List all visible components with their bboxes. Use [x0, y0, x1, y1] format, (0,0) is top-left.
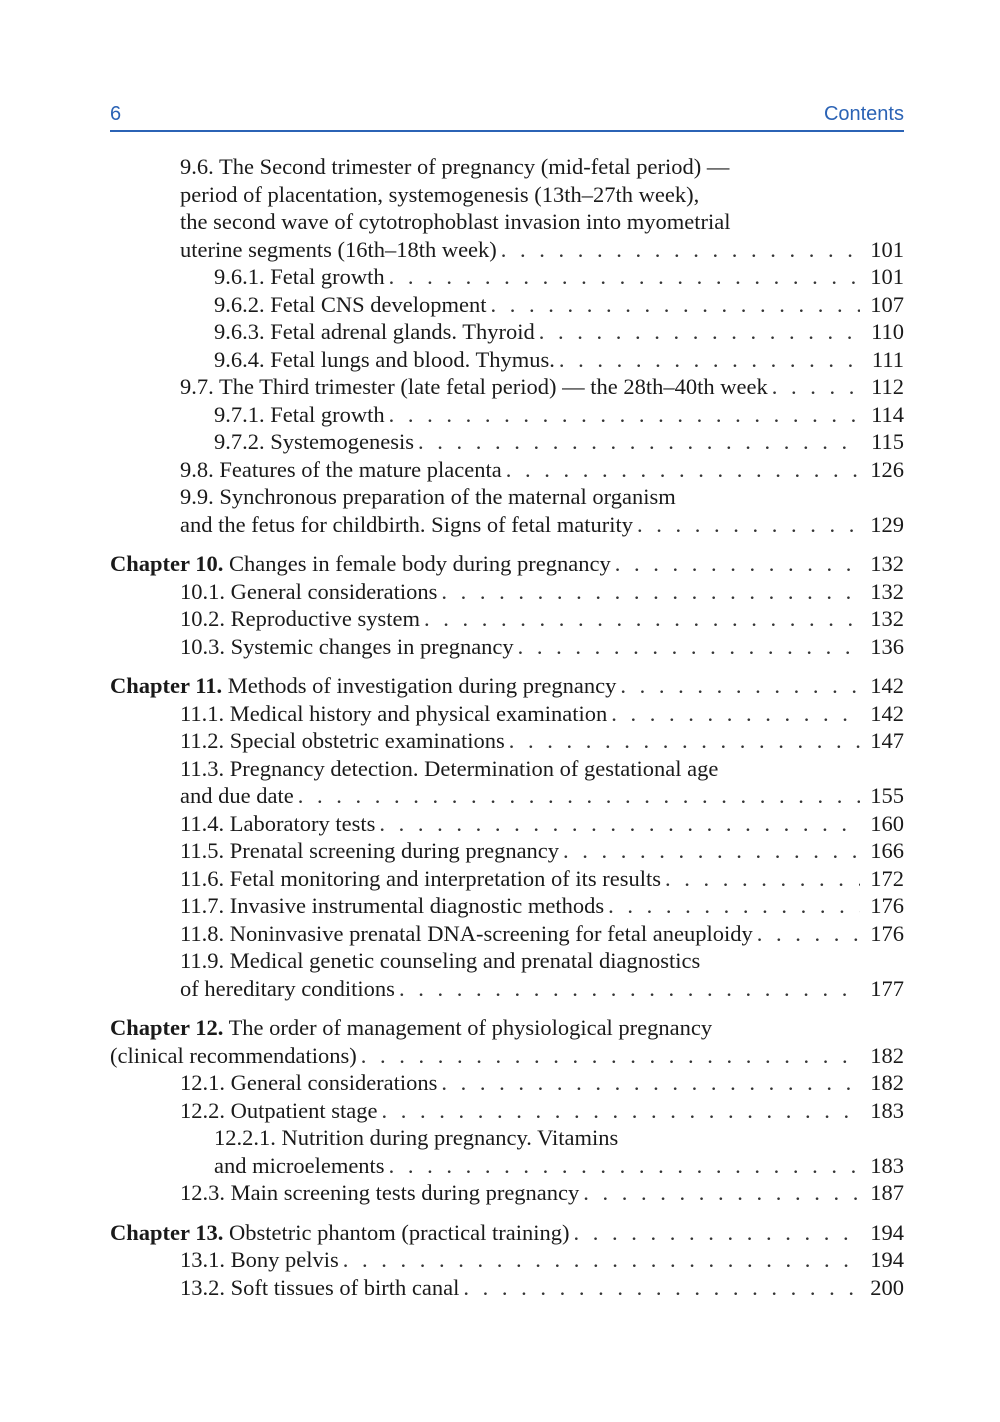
toc-entry-row — [180, 865, 904, 893]
toc-entry-row — [180, 1097, 904, 1125]
toc-entry-row — [180, 236, 904, 264]
toc-entry-text: 13.2. Soft tissues of birth canal — [180, 1274, 460, 1300]
toc-page-number: 183 — [870, 1152, 904, 1178]
toc-entry-line — [180, 755, 904, 783]
toc-entry-row — [180, 605, 904, 633]
toc-entry-label — [180, 633, 514, 661]
toc-page-number: 182 — [870, 1070, 904, 1095]
toc-entry-text: 9.7.2. Systemogenesis — [214, 429, 414, 454]
toc-entry-row — [110, 550, 904, 578]
toc-entry-text: and due date — [180, 783, 294, 808]
toc-entry-text: Changes in female body during pregnancy — [228, 551, 611, 576]
toc-entry-row — [180, 1274, 904, 1302]
toc-entry-text: 11.5. Prenatal screening during pregnancy — [180, 838, 560, 863]
toc-entry[interactable] — [110, 755, 904, 810]
dot-leader — [506, 456, 860, 484]
dot-leader — [509, 727, 860, 755]
dot-leader — [441, 578, 860, 606]
toc-entry[interactable] — [110, 1246, 904, 1274]
dot-leader — [399, 975, 860, 1003]
toc-entry-line — [110, 1014, 904, 1042]
dot-leader — [563, 837, 860, 865]
toc-entry-row — [180, 456, 904, 484]
toc-entry-label — [110, 1042, 357, 1070]
toc-entry-label — [214, 346, 555, 374]
toc-page-number: 101 — [870, 236, 904, 262]
toc-entry-text: 11.3. Pregnancy detection. Determination of gestational age — [180, 755, 719, 781]
toc-entry-line — [180, 208, 904, 236]
toc-entry[interactable] — [110, 1097, 904, 1125]
toc-entry-row — [214, 263, 904, 291]
toc-entry-row — [180, 578, 904, 606]
toc-entry[interactable] — [110, 837, 904, 865]
toc-entry-text: and the fetus for childbirth. Signs of fetal maturity — [180, 511, 634, 537]
dot-leader — [379, 810, 860, 838]
toc-entry[interactable] — [110, 605, 904, 633]
toc-entry-label — [180, 1274, 459, 1302]
page-number: 6 — [110, 103, 122, 125]
toc-entry-text: 9.8. Features of the mature placenta — [180, 456, 502, 482]
toc-entry-row — [180, 920, 904, 948]
toc-entry-text: 11.8. Noninvasive prenatal DNA-screening for fetal aneuploidy — [180, 920, 753, 946]
dot-leader — [608, 892, 860, 920]
toc-entry-label — [180, 578, 437, 606]
toc-entry[interactable] — [110, 1274, 904, 1302]
toc-page-number: 183 — [870, 1097, 904, 1123]
toc-entry[interactable] — [110, 947, 904, 1002]
toc-entry-label — [110, 1219, 569, 1247]
toc-entry-row — [110, 1219, 904, 1247]
toc-entry-label — [214, 428, 414, 456]
dot-leader — [501, 236, 860, 264]
toc-entry[interactable] — [110, 318, 904, 346]
toc-page-number: 142 — [870, 673, 904, 698]
dot-leader — [424, 605, 860, 633]
chapter-number: Chapter 13. — [110, 1219, 224, 1245]
toc-entry-text: 9.6. The Second trimester of pregnancy (mid-fetal period) — — [180, 154, 730, 179]
toc-entry[interactable] — [110, 920, 904, 948]
dot-leader — [665, 865, 860, 893]
toc-entry[interactable] — [110, 456, 904, 484]
toc-entry[interactable] — [110, 263, 904, 291]
toc-entry[interactable] — [110, 483, 904, 538]
toc-entry[interactable] — [110, 700, 904, 728]
toc-entry-label — [180, 456, 502, 484]
page-header — [110, 100, 904, 132]
toc-entry-row — [110, 672, 904, 700]
toc-entry-label — [214, 291, 486, 319]
toc-entry[interactable] — [110, 1069, 904, 1097]
toc-entry[interactable] — [110, 810, 904, 838]
toc-chapter-entry[interactable] — [110, 550, 904, 578]
toc-entry-text: Methods of investigation during pregnancy — [227, 673, 617, 698]
toc-entry-text: 12.3. Main screening tests during pregnancy — [180, 1180, 580, 1205]
toc-entry-label — [180, 1179, 579, 1207]
toc-entry-text: 11.6. Fetal monitoring and interpretation of its results — [180, 865, 661, 891]
dot-leader — [573, 1219, 860, 1247]
dot-leader — [518, 633, 860, 661]
dot-leader — [418, 428, 860, 456]
toc-entry-text: 9.6.1. Fetal growth — [214, 264, 385, 289]
toc-entry-label — [180, 605, 420, 633]
toc-entry-line — [214, 1124, 904, 1152]
dot-leader — [772, 373, 860, 401]
toc-page-number: 142 — [870, 700, 904, 726]
toc-entry-label — [180, 511, 633, 539]
dot-leader — [389, 263, 860, 291]
toc-entry-text: 9.6.3. Fetal adrenal glands. Thyroid — [214, 319, 535, 344]
toc-entry-label — [180, 700, 607, 728]
toc-entry-label — [180, 373, 768, 401]
toc-page-number: 107 — [870, 291, 904, 317]
dot-leader — [637, 511, 860, 539]
toc-entry-label — [180, 837, 559, 865]
section-title: Contents — [823, 103, 904, 125]
toc-entry-label — [214, 1152, 385, 1180]
toc-page-number: 166 — [870, 838, 904, 863]
toc-page-number: 129 — [870, 511, 904, 537]
toc-entry-row — [180, 727, 904, 755]
toc-page-number: 115 — [871, 429, 904, 454]
toc-page-number: 147 — [870, 728, 904, 753]
dot-leader — [490, 291, 860, 319]
toc-chapter-entry[interactable] — [110, 672, 904, 700]
dot-leader — [361, 1042, 860, 1070]
toc-entry-label — [180, 975, 395, 1003]
toc-entry-row — [180, 511, 904, 539]
toc-entry-label — [180, 236, 497, 264]
toc-entry[interactable] — [110, 892, 904, 920]
toc-page-number: 110 — [871, 319, 904, 344]
toc-entry-line — [180, 153, 904, 181]
toc-entry-label — [214, 401, 385, 429]
chapter-number: Chapter 10. — [110, 551, 224, 576]
toc-entry-label — [180, 782, 294, 810]
toc-entry[interactable] — [110, 401, 904, 429]
toc-entry-row — [180, 633, 904, 661]
toc-entry-text: 12.2. Outpatient stage — [180, 1097, 378, 1123]
toc-entry-label — [180, 1069, 437, 1097]
toc-entry[interactable] — [110, 578, 904, 606]
toc-entry-label — [214, 263, 385, 291]
toc-page-number: 114 — [871, 401, 904, 427]
toc-entry-text: 11.9. Medical genetic counseling and prenatal diagnostics — [180, 948, 701, 973]
toc-entry-text: Obstetric phantom (practical training) — [228, 1219, 570, 1245]
toc-entry-row — [180, 810, 904, 838]
toc-entry-label — [214, 318, 535, 346]
toc-entry-row — [110, 1042, 904, 1070]
toc-entry-text: 10.2. Reproductive system — [180, 606, 420, 631]
toc-page-number: 136 — [870, 633, 904, 659]
dot-leader — [389, 401, 860, 429]
toc-page-number: 177 — [870, 975, 904, 1001]
toc-entry-row — [180, 373, 904, 401]
toc-entry-line — [180, 181, 904, 209]
toc-entry-label — [110, 672, 616, 700]
dot-leader — [343, 1246, 860, 1274]
toc-entry-text: 12.2.1. Nutrition during pregnancy. Vitamins — [214, 1125, 619, 1150]
toc-entry-label — [180, 727, 505, 755]
toc-entry-row — [214, 346, 904, 374]
toc-entry-text: 9.6.4. Fetal lungs and blood. Thymus. — [214, 346, 555, 372]
toc-entry[interactable] — [110, 153, 904, 263]
toc-page-number: 112 — [871, 374, 904, 399]
chapter-number: Chapter 12. — [110, 1015, 224, 1040]
toc-entry-row — [214, 1152, 904, 1180]
toc-entry-row — [180, 1246, 904, 1274]
toc-entry-text: 9.7.1. Fetal growth — [214, 401, 385, 427]
toc-entry-row — [180, 782, 904, 810]
dot-leader — [298, 782, 860, 810]
toc-entry-text: 11.4. Laboratory tests — [180, 810, 376, 836]
toc-page-number: 194 — [870, 1219, 904, 1245]
toc-entry[interactable] — [110, 291, 904, 319]
chapter-number: Chapter 11. — [110, 673, 223, 698]
toc-entry[interactable] — [110, 727, 904, 755]
toc-entry-text: the second wave of cytotrophoblast invasion into myometrial — [180, 209, 731, 234]
toc-page-number: 182 — [870, 1042, 904, 1068]
dot-leader — [389, 1152, 860, 1180]
toc-page-number: 126 — [870, 456, 904, 482]
toc-entry-row — [180, 1069, 904, 1097]
toc-page-number: 132 — [870, 551, 904, 576]
toc-page-number: 111 — [871, 346, 904, 372]
toc-entry-text: 11.7. Invasive instrumental diagnostic methods — [180, 893, 605, 918]
toc-entry-text: and microelements — [214, 1152, 385, 1178]
dot-leader — [615, 550, 860, 578]
dot-leader — [583, 1179, 860, 1207]
toc-page-number: 101 — [870, 264, 904, 289]
dot-leader — [611, 700, 860, 728]
toc-entry-row — [180, 700, 904, 728]
toc-entry[interactable] — [110, 1179, 904, 1207]
toc-entry[interactable] — [110, 373, 904, 401]
toc-page-number: 155 — [870, 783, 904, 808]
toc-entry-text: 9.7. The Third trimester (late fetal period) — the 28th–40th week — [180, 374, 768, 399]
toc-entry-text: 10.3. Systemic changes in pregnancy — [180, 633, 514, 659]
toc-page-number: 194 — [870, 1247, 904, 1272]
toc-entry[interactable] — [110, 428, 904, 456]
toc-entry[interactable] — [110, 1124, 904, 1179]
toc-entry-label — [110, 550, 611, 578]
toc-entry-row — [214, 401, 904, 429]
toc-entry-text: (clinical recommendations) — [110, 1042, 357, 1068]
toc-entry[interactable] — [110, 346, 904, 374]
dot-leader — [620, 672, 860, 700]
toc-entry-label — [180, 810, 375, 838]
toc-entry-row — [180, 1179, 904, 1207]
toc-entry-label — [180, 892, 604, 920]
dot-leader — [757, 920, 860, 948]
toc-entry-row — [180, 975, 904, 1003]
toc-entry-row — [214, 291, 904, 319]
toc-entry-text: 9.6.2. Fetal CNS development — [214, 291, 487, 317]
toc-entry-row — [214, 318, 904, 346]
toc-entry-row — [180, 837, 904, 865]
toc-entry-label — [180, 1097, 377, 1125]
toc-entry-text: 13.1. Bony pelvis — [180, 1247, 339, 1272]
toc-entry-text: period of placentation, systemogenesis (13th–27th week), — [180, 181, 700, 207]
toc-entry-row — [180, 892, 904, 920]
dot-leader — [441, 1069, 860, 1097]
toc-page-number: 200 — [870, 1274, 904, 1300]
table-of-contents — [110, 153, 904, 1301]
toc-page-number: 176 — [870, 920, 904, 946]
toc-entry-text: The order of management of physiological pregnancy — [228, 1015, 713, 1040]
toc-entry-text: of hereditary conditions — [180, 975, 395, 1001]
toc-page-number: 160 — [870, 810, 904, 836]
toc-entry-text: 11.2. Special obstetric examinations — [180, 728, 505, 753]
toc-entry-label — [180, 865, 661, 893]
toc-entry-line — [180, 947, 904, 975]
toc-entry[interactable] — [110, 865, 904, 893]
dot-leader — [539, 318, 860, 346]
toc-page-number: 172 — [870, 865, 904, 891]
toc-entry-line — [180, 483, 904, 511]
toc-entry-text: 9.9. Synchronous preparation of the maternal organism — [180, 484, 676, 509]
toc-page-number: 187 — [870, 1180, 904, 1205]
dot-leader — [381, 1097, 860, 1125]
toc-entry-text: 10.1. General considerations — [180, 578, 438, 604]
toc-chapter-entry[interactable] — [110, 1219, 904, 1247]
toc-page-number: 132 — [870, 606, 904, 631]
toc-entry-text: 11.1. Medical history and physical examination — [180, 700, 608, 726]
toc-entry-row — [214, 428, 904, 456]
dot-leader — [559, 346, 860, 374]
toc-page-number: 176 — [870, 893, 904, 918]
toc-chapter-entry[interactable] — [110, 1014, 904, 1069]
toc-entry[interactable] — [110, 633, 904, 661]
dot-leader — [463, 1274, 860, 1302]
toc-page-number: 132 — [870, 578, 904, 604]
toc-entry-text: 12.1. General considerations — [180, 1070, 438, 1095]
toc-entry-label — [180, 1246, 339, 1274]
toc-entry-label — [180, 920, 753, 948]
toc-entry-text: uterine segments (16th–18th week) — [180, 236, 497, 262]
